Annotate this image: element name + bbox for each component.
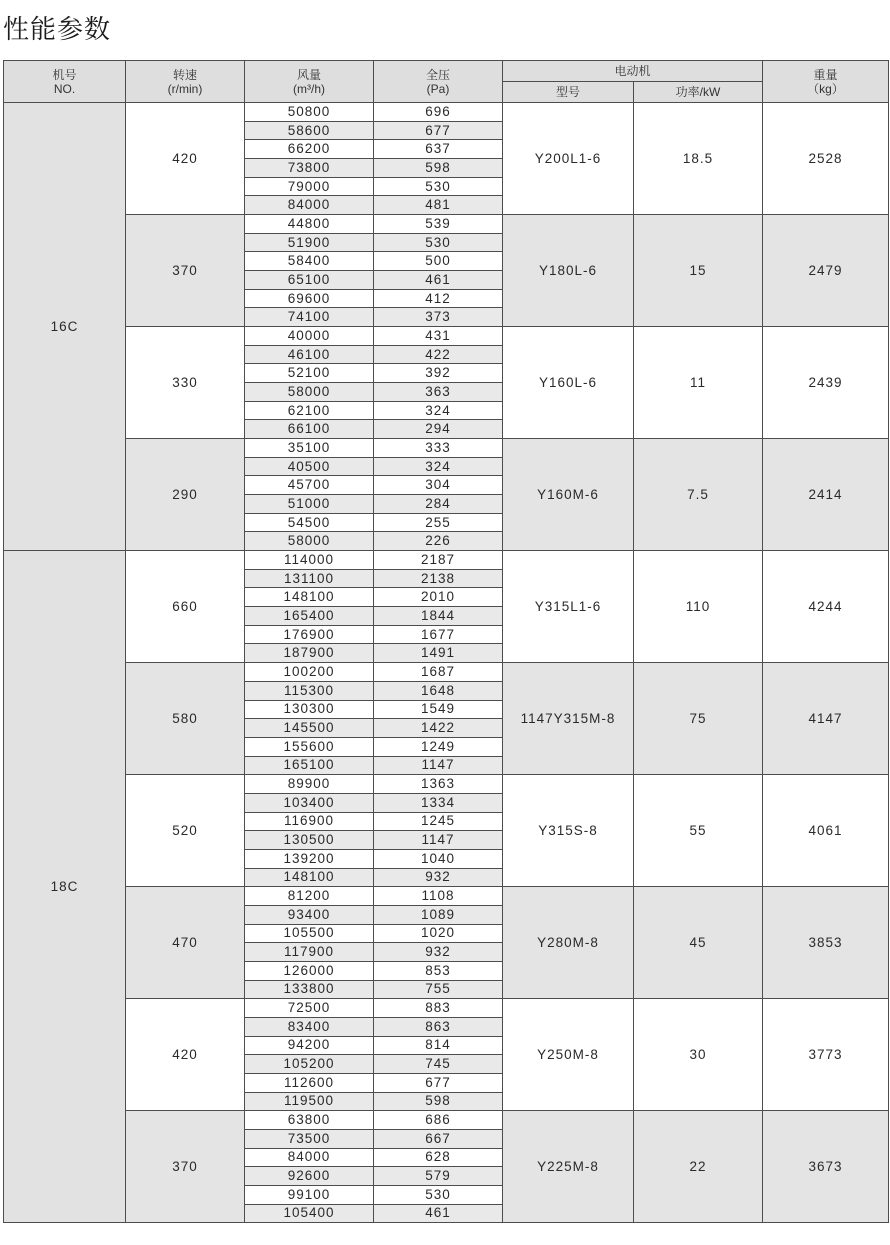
pressure-cell: 1147: [374, 831, 503, 850]
airflow-cell: 83400: [245, 1018, 374, 1037]
pressure-cell: 2187: [374, 551, 503, 570]
weight-cell: 4244: [763, 551, 889, 663]
pressure-cell: 1020: [374, 925, 503, 944]
airflow-cell: 73500: [245, 1130, 374, 1149]
pressure-cell: 1687: [374, 663, 503, 682]
motor-power-cell: 45: [634, 887, 763, 999]
pressure-cell: 598: [374, 1093, 503, 1112]
pressure-cell: 431: [374, 327, 503, 346]
speed-cell: 370: [126, 1111, 245, 1223]
airflow-cell: 126000: [245, 962, 374, 981]
header-airflow-label: 风量: [296, 67, 321, 82]
speed-cell: 470: [126, 887, 245, 999]
motor-power-cell: 55: [634, 775, 763, 887]
airflow-cell: 62100: [245, 402, 374, 421]
header-motor-power: [634, 82, 763, 103]
airflow-cell: 66100: [245, 420, 374, 439]
airflow-cell: 112600: [245, 1074, 374, 1093]
header-weight-label: 重量: [813, 67, 838, 82]
airflow-cell: 46100: [245, 346, 374, 365]
speed-cell: 290: [126, 439, 245, 551]
airflow-cell: 165100: [245, 757, 374, 776]
motor-type-cell: Y180L-6: [503, 215, 634, 327]
motor-type-cell: Y225M-8: [503, 1111, 634, 1223]
pressure-cell: 530: [374, 1186, 503, 1205]
header-motor-label: 电动机: [614, 64, 651, 78]
airflow-cell: 94200: [245, 1037, 374, 1056]
header-airflow-unit: (m³/h): [293, 81, 325, 96]
airflow-cell: 54500: [245, 514, 374, 533]
pressure-cell: 294: [374, 420, 503, 439]
airflow-cell: 45700: [245, 476, 374, 495]
page-title: 性能参数: [3, 15, 112, 45]
motor-type-cell: 1147Y315M-8: [503, 663, 634, 775]
airflow-cell: 40000: [245, 327, 374, 346]
pressure-cell: 1334: [374, 794, 503, 813]
weight-cell: 2528: [763, 103, 889, 215]
motor-power-cell: 7.5: [634, 439, 763, 551]
motor-type-cell: Y280M-8: [503, 887, 634, 999]
motor-power-cell: 11: [634, 327, 763, 439]
header-speed: [126, 61, 245, 103]
speed-cell: 420: [126, 999, 245, 1111]
airflow-cell: 93400: [245, 906, 374, 925]
pressure-cell: 412: [374, 290, 503, 309]
pressure-cell: 284: [374, 495, 503, 514]
pressure-cell: 1249: [374, 738, 503, 757]
pressure-cell: 686: [374, 1111, 503, 1130]
pressure-cell: 333: [374, 439, 503, 458]
airflow-cell: 58600: [245, 122, 374, 141]
header-pressure-unit: (Pa): [426, 81, 450, 96]
airflow-cell: 176900: [245, 626, 374, 645]
airflow-cell: 58400: [245, 252, 374, 271]
pressure-cell: 1363: [374, 775, 503, 794]
airflow-cell: 115300: [245, 682, 374, 701]
airflow-cell: 105200: [245, 1055, 374, 1074]
pressure-cell: 628: [374, 1149, 503, 1168]
airflow-cell: 114000: [245, 551, 374, 570]
airflow-cell: 40500: [245, 458, 374, 477]
header-weight-unit: （kg）: [807, 81, 844, 96]
header-speed-unit: (r/min): [167, 81, 203, 96]
header-speed-label: 转速: [172, 67, 197, 82]
airflow-cell: 58000: [245, 532, 374, 551]
pressure-cell: 1108: [374, 887, 503, 906]
pressure-cell: 1648: [374, 682, 503, 701]
pressure-cell: 598: [374, 159, 503, 178]
pressure-cell: 1147: [374, 757, 503, 776]
motor-type-cell: Y250M-8: [503, 999, 634, 1111]
pressure-cell: 1040: [374, 850, 503, 869]
motor-power-cell: 15: [634, 215, 763, 327]
motor-type-cell: Y200L1-6: [503, 103, 634, 215]
airflow-cell: 66200: [245, 140, 374, 159]
weight-cell: 4147: [763, 663, 889, 775]
pressure-cell: 2138: [374, 570, 503, 589]
pressure-cell: 422: [374, 346, 503, 365]
motor-power-cell: 75: [634, 663, 763, 775]
performance-table: [3, 60, 889, 1223]
motor-power-cell: 18.5: [634, 103, 763, 215]
airflow-cell: 84000: [245, 1149, 374, 1168]
pressure-cell: 863: [374, 1018, 503, 1037]
airflow-cell: 58000: [245, 383, 374, 402]
pressure-cell: 2010: [374, 588, 503, 607]
airflow-cell: 119500: [245, 1093, 374, 1112]
pressure-cell: 226: [374, 532, 503, 551]
speed-cell: 370: [126, 215, 245, 327]
airflow-cell: 50800: [245, 103, 374, 122]
pressure-cell: 677: [374, 122, 503, 141]
pressure-cell: 1549: [374, 701, 503, 720]
pressure-cell: 696: [374, 103, 503, 122]
airflow-cell: 63800: [245, 1111, 374, 1130]
pressure-cell: 373: [374, 308, 503, 327]
weight-cell: 3853: [763, 887, 889, 999]
airflow-cell: 145500: [245, 719, 374, 738]
pressure-cell: 539: [374, 215, 503, 234]
airflow-cell: 103400: [245, 794, 374, 813]
motor-type-cell: Y160M-6: [503, 439, 634, 551]
motor-type-cell: Y315L1-6: [503, 551, 634, 663]
airflow-cell: 44800: [245, 215, 374, 234]
airflow-cell: 133800: [245, 981, 374, 1000]
weight-cell: 2414: [763, 439, 889, 551]
motor-type-cell: Y315S-8: [503, 775, 634, 887]
pressure-cell: 530: [374, 178, 503, 197]
airflow-cell: 105400: [245, 1205, 374, 1224]
airflow-cell: 187900: [245, 644, 374, 663]
airflow-cell: 74100: [245, 308, 374, 327]
airflow-cell: 165400: [245, 607, 374, 626]
airflow-cell: 105500: [245, 925, 374, 944]
airflow-cell: 99100: [245, 1186, 374, 1205]
speed-cell: 660: [126, 551, 245, 663]
header-motor: [503, 61, 763, 82]
airflow-cell: 72500: [245, 999, 374, 1018]
pressure-cell: 461: [374, 271, 503, 290]
airflow-cell: 65100: [245, 271, 374, 290]
pressure-cell: 461: [374, 1205, 503, 1224]
airflow-cell: 84000: [245, 196, 374, 215]
pressure-cell: 1245: [374, 813, 503, 832]
header-model-no: [4, 61, 126, 103]
pressure-cell: 324: [374, 458, 503, 477]
pressure-cell: 392: [374, 364, 503, 383]
pressure-cell: 637: [374, 140, 503, 159]
airflow-cell: 35100: [245, 439, 374, 458]
airflow-cell: 89900: [245, 775, 374, 794]
airflow-cell: 69600: [245, 290, 374, 309]
fan-model-cell: 16C: [4, 103, 126, 551]
pressure-cell: 755: [374, 981, 503, 1000]
weight-cell: 2439: [763, 327, 889, 439]
speed-cell: 580: [126, 663, 245, 775]
weight-cell: 3773: [763, 999, 889, 1111]
weight-cell: 2479: [763, 215, 889, 327]
motor-power-cell: 30: [634, 999, 763, 1111]
fan-model-cell: 18C: [4, 551, 126, 1223]
pressure-cell: 745: [374, 1055, 503, 1074]
airflow-cell: 130500: [245, 831, 374, 850]
airflow-cell: 155600: [245, 738, 374, 757]
speed-cell: 330: [126, 327, 245, 439]
header-pressure-label: 全压: [425, 67, 450, 82]
pressure-cell: 932: [374, 869, 503, 888]
header-pressure: [374, 61, 503, 103]
airflow-cell: 131100: [245, 570, 374, 589]
pressure-cell: 883: [374, 999, 503, 1018]
airflow-cell: 73800: [245, 159, 374, 178]
pressure-cell: 1677: [374, 626, 503, 645]
airflow-cell: 116900: [245, 813, 374, 832]
pressure-cell: 363: [374, 383, 503, 402]
weight-cell: 3673: [763, 1111, 889, 1223]
pressure-cell: 814: [374, 1037, 503, 1056]
airflow-cell: 52100: [245, 364, 374, 383]
motor-power-cell: 110: [634, 551, 763, 663]
airflow-cell: 92600: [245, 1167, 374, 1186]
pressure-cell: 677: [374, 1074, 503, 1093]
pressure-cell: 255: [374, 514, 503, 533]
pressure-cell: 932: [374, 943, 503, 962]
airflow-cell: 130300: [245, 701, 374, 720]
speed-cell: 420: [126, 103, 245, 215]
header-model-no-sub: NO.: [53, 81, 76, 96]
pressure-cell: 1491: [374, 644, 503, 663]
pressure-cell: 304: [374, 476, 503, 495]
header-airflow: [245, 61, 374, 103]
airflow-cell: 51000: [245, 495, 374, 514]
airflow-cell: 51900: [245, 234, 374, 253]
pressure-cell: 1422: [374, 719, 503, 738]
airflow-cell: 81200: [245, 887, 374, 906]
pressure-cell: 530: [374, 234, 503, 253]
pressure-cell: 1844: [374, 607, 503, 626]
motor-type-cell: Y160L-6: [503, 327, 634, 439]
header-motor-type-label: 型号: [555, 85, 580, 99]
header-motor-power-label: 功率/kW: [675, 85, 721, 99]
airflow-cell: 139200: [245, 850, 374, 869]
pressure-cell: 500: [374, 252, 503, 271]
weight-cell: 4061: [763, 775, 889, 887]
pressure-cell: 579: [374, 1167, 503, 1186]
airflow-cell: 79000: [245, 178, 374, 197]
header-motor-type: [503, 82, 634, 103]
pressure-cell: 1089: [374, 906, 503, 925]
airflow-cell: 117900: [245, 943, 374, 962]
speed-cell: 520: [126, 775, 245, 887]
airflow-cell: 148100: [245, 588, 374, 607]
header-model-no-label: 机号: [52, 67, 77, 82]
header-weight: [763, 61, 889, 103]
pressure-cell: 853: [374, 962, 503, 981]
pressure-cell: 667: [374, 1130, 503, 1149]
airflow-cell: 100200: [245, 663, 374, 682]
airflow-cell: 148100: [245, 869, 374, 888]
pressure-cell: 481: [374, 196, 503, 215]
pressure-cell: 324: [374, 402, 503, 421]
motor-power-cell: 22: [634, 1111, 763, 1223]
